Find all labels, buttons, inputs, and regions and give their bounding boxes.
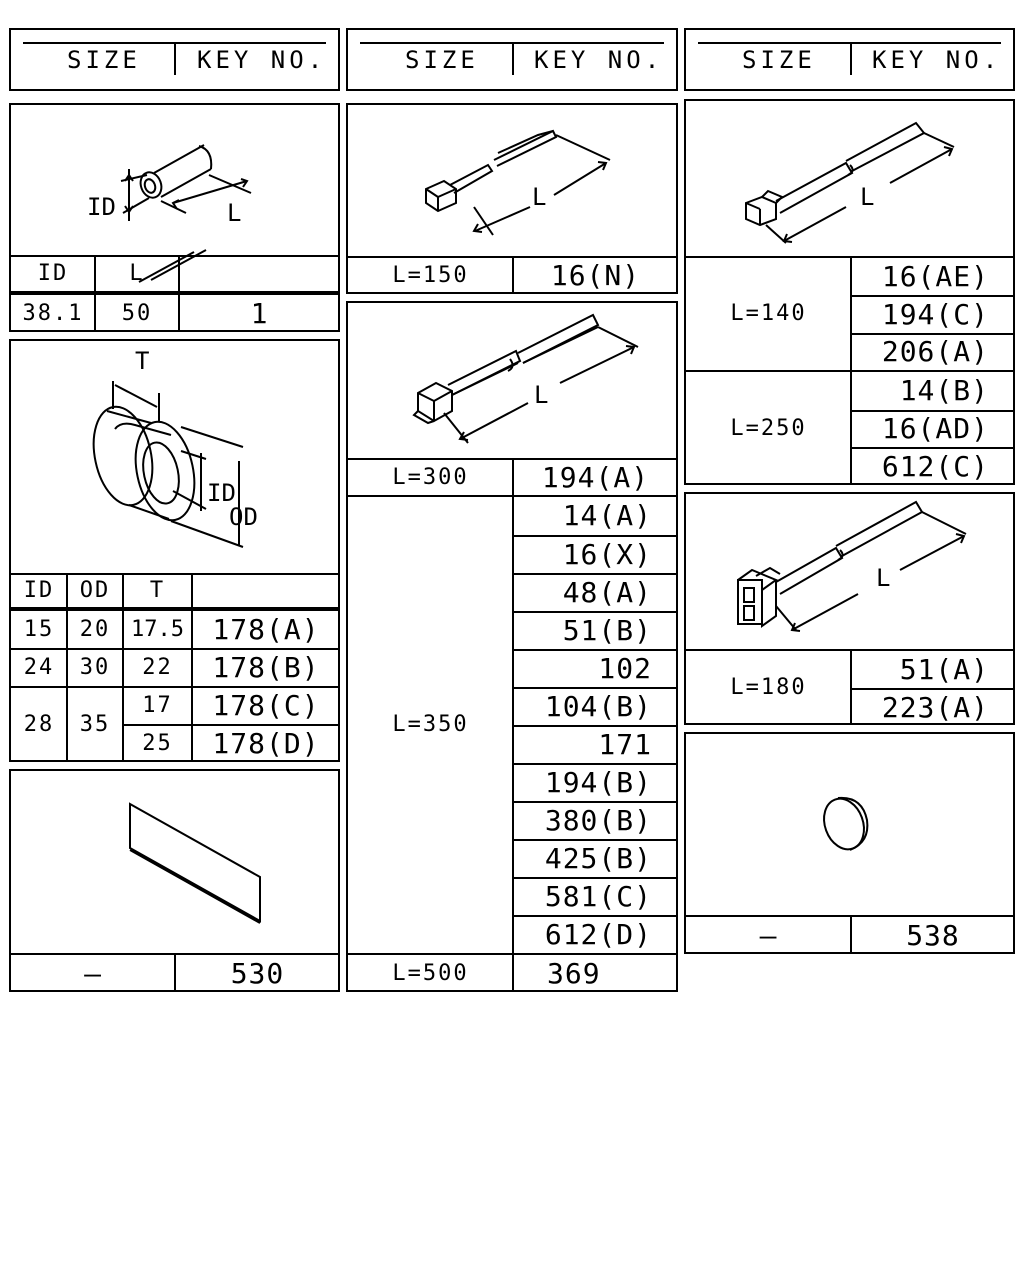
- plug-drawing: [686, 734, 1017, 914]
- header-col1: [9, 28, 340, 91]
- header-col3: [684, 28, 1015, 91]
- key-cell: 51(B): [513, 611, 678, 649]
- tie-medium-keys-350: [513, 497, 678, 953]
- key-cell: 51(A): [899, 652, 989, 686]
- key-cell: 206(A): [851, 333, 1015, 370]
- grommet-drawing: [11, 341, 342, 571]
- key-cell: 102: [513, 649, 678, 687]
- grommet-row2-key: 178(B): [212, 651, 320, 684]
- key-cell: 425(B): [513, 839, 678, 877]
- tie-clip-keys: [851, 651, 1015, 725]
- pipe-l-label: L: [227, 199, 242, 227]
- tie-right-drawing: [686, 101, 1017, 256]
- pipe-val-id: 38.1: [22, 300, 84, 326]
- sheet-panel: [9, 769, 340, 992]
- sheet-size: —: [84, 956, 102, 990]
- tie-right-size-250: L=250: [730, 415, 807, 441]
- key-cell: 16(AD): [851, 410, 1015, 448]
- pipe-drawing: [11, 105, 342, 255]
- tie-medium-size-500: L=500: [392, 960, 469, 986]
- grommet-col-id: ID: [23, 577, 55, 603]
- tie-right-size-140: L=140: [730, 301, 807, 326]
- tie-medium-l-label: L: [534, 381, 549, 409]
- grommet-row1-t: 17.5: [131, 617, 184, 642]
- tie-clip-l-label: L: [876, 564, 891, 592]
- header-col2: [346, 28, 678, 91]
- tie-small-key: 16(N): [550, 259, 641, 292]
- pipe-col-l: L: [129, 260, 145, 286]
- grommet-row3-od: 35: [79, 711, 111, 737]
- grommet-row2-id: 24: [23, 655, 55, 680]
- tie-clip-panel: [684, 492, 1015, 725]
- tie-medium-key-300: 194(A): [541, 461, 650, 494]
- grommet-row3-id: 28: [23, 711, 55, 737]
- grommet-row4-key: 178(D): [212, 726, 320, 760]
- key-cell: 612(C): [851, 447, 1015, 485]
- tie-right-keys-250: [851, 372, 1015, 485]
- grommet-row3-t: 17: [142, 693, 173, 718]
- sheet-drawing: [11, 771, 342, 951]
- grommet-t-label: T: [135, 347, 150, 375]
- grommet-row1-key: 178(A): [212, 613, 320, 646]
- tie-medium-key-500: 369: [547, 956, 601, 990]
- sheet-key: 530: [230, 956, 285, 990]
- grommet-row1-id: 15: [23, 617, 55, 642]
- key-cell: 194(C): [851, 295, 1015, 332]
- header-key-label: KEY NO.: [534, 46, 664, 74]
- key-cell: 380(B): [513, 801, 678, 839]
- tie-clip-size: L=180: [730, 675, 807, 700]
- tie-right-l-label: L: [860, 183, 875, 211]
- header-key-label: KEY NO.: [197, 46, 327, 74]
- pipe-id-label: ID: [87, 193, 116, 221]
- grommet-row4-t: 25: [142, 730, 173, 756]
- grommet-col-t: T: [149, 577, 166, 603]
- key-cell: 581(C): [513, 877, 678, 915]
- grommet-col-od: OD: [79, 577, 111, 603]
- header-size-label: SIZE: [67, 46, 141, 74]
- grommet-row2-t: 22: [142, 655, 173, 680]
- key-cell: 223(A): [851, 688, 1015, 725]
- key-cell: 16(X): [513, 535, 678, 573]
- key-cell: 104(B): [513, 687, 678, 725]
- tie-right-keys-140: [851, 258, 1015, 370]
- grommet-panel: [9, 339, 340, 762]
- tie-clip-drawing: [686, 494, 1017, 649]
- key-cell: 612(D): [513, 915, 678, 953]
- pipe-key: 1: [250, 296, 269, 330]
- tie-medium-size-300: L=300: [392, 465, 469, 490]
- pipe-val-l: 50: [121, 300, 153, 326]
- plug-panel: [684, 732, 1015, 954]
- tie-medium-size-350: L=350: [392, 712, 469, 737]
- grommet-row2-od: 30: [79, 655, 111, 680]
- key-cell: 14(B): [899, 373, 989, 407]
- plug-key: 538: [906, 918, 960, 952]
- header-key-label: KEY NO.: [872, 46, 1002, 74]
- pipe-panel: [9, 103, 340, 332]
- grommet-id-label: ID: [207, 479, 236, 507]
- tie-small-panel: [346, 103, 678, 294]
- grommet-row3-key: 178(C): [212, 689, 320, 722]
- tie-right-panel: [684, 99, 1015, 485]
- tie-small-size: L=150: [392, 263, 469, 288]
- plug-size: —: [759, 918, 778, 952]
- grommet-row1-od: 20: [79, 617, 111, 642]
- key-cell: 48(A): [513, 573, 678, 611]
- key-cell: 171: [513, 725, 678, 763]
- pipe-col-id: ID: [37, 260, 69, 286]
- tie-medium-panel: [346, 301, 678, 992]
- key-cell: 14(A): [562, 499, 652, 532]
- key-cell: 194(B): [513, 763, 678, 801]
- grommet-od-label: OD: [229, 503, 258, 531]
- tie-small-l-label: L: [532, 183, 547, 211]
- header-size-label: SIZE: [405, 46, 479, 74]
- key-cell: 16(AE): [881, 259, 989, 293]
- header-size-label: SIZE: [742, 46, 816, 74]
- tie-small-drawing: [348, 105, 680, 255]
- tie-medium-drawing: [348, 303, 680, 458]
